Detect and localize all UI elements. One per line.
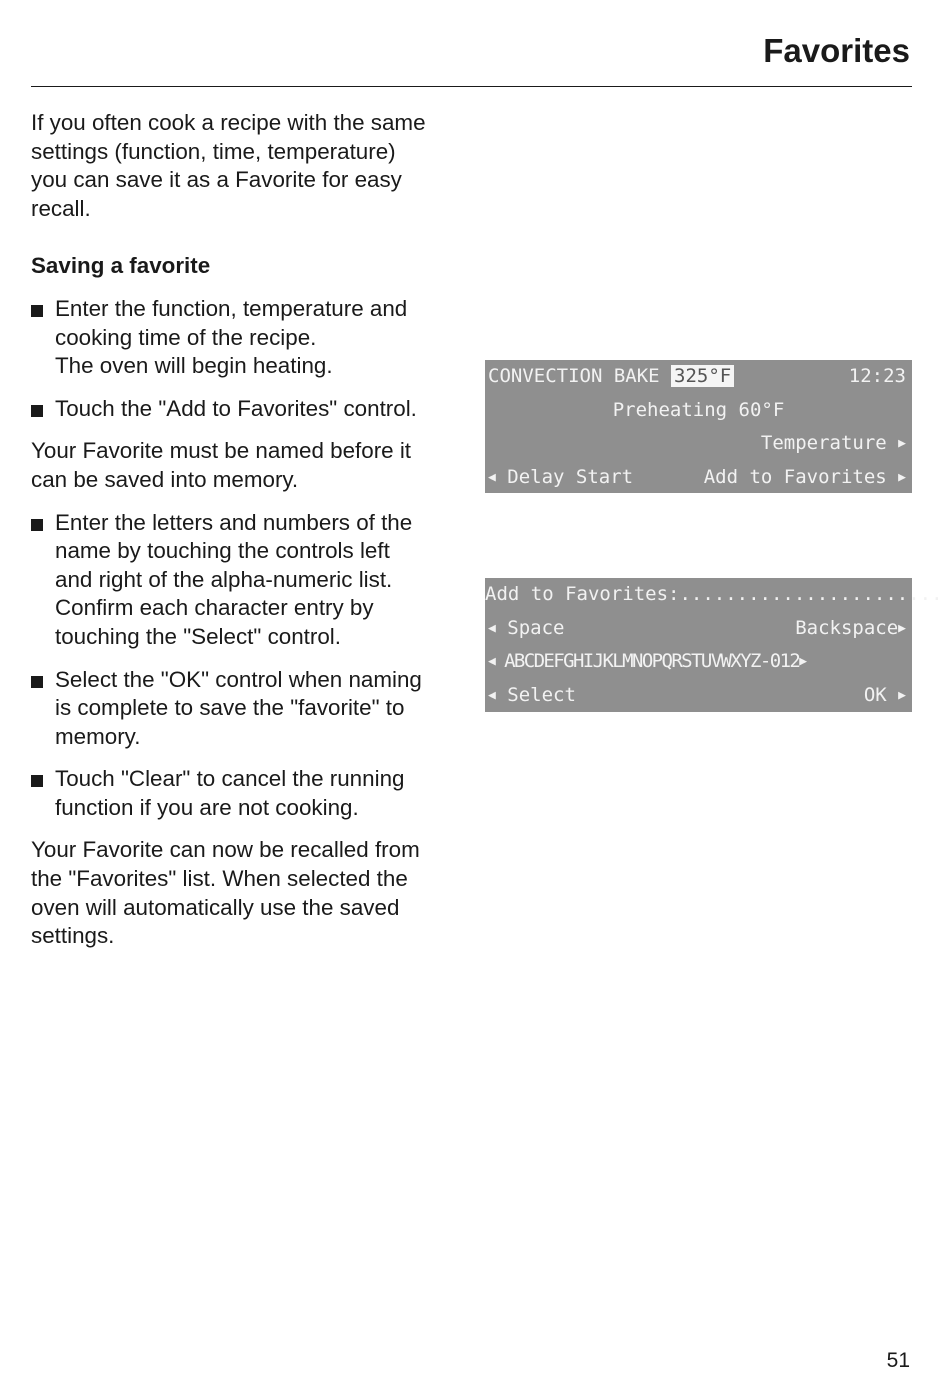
bullet-item — [31, 509, 471, 652]
text-line: Enter the function, temperature and — [55, 295, 408, 321]
text-line: Confirm each character entry by — [55, 595, 374, 621]
display-row — [485, 427, 912, 461]
section-heading: Saving a favorite — [31, 253, 211, 279]
ok-control[interactable]: OK ▶ — [863, 683, 906, 706]
bullet-item — [31, 666, 471, 752]
right-arrow-icon: ▶ — [898, 620, 906, 636]
display-row — [485, 679, 912, 713]
bullet-item — [31, 765, 471, 822]
text-line: function if you are not cooking. — [55, 794, 359, 820]
right-arrow-icon: ▶ — [799, 654, 806, 669]
bullet-square-icon — [31, 775, 43, 787]
temperature-control[interactable]: Temperature ▶ — [760, 432, 906, 454]
bullet-item — [31, 295, 471, 381]
display-row — [485, 360, 912, 394]
display-row — [485, 645, 912, 679]
bullet-item — [31, 395, 471, 424]
display-title: Add to Favorites:....................... — [485, 583, 943, 605]
alphanumeric-list-control[interactable]: ◀ ABCDEFGHIJKLMNOPQRSTUVWXYZ-012▶ — [488, 650, 806, 672]
display-row — [485, 394, 912, 428]
right-arrow-icon: ▶ — [898, 687, 906, 703]
display-row — [485, 612, 912, 646]
page-title: Favorites — [763, 32, 910, 69]
text-line: Select the "OK" control when naming — [55, 666, 422, 692]
text-line: Enter the letters and numbers of the — [55, 509, 413, 535]
text-line: Your Favorite must be named before it — [31, 438, 412, 464]
right-arrow-icon: ▶ — [898, 469, 906, 485]
backspace-control[interactable]: Backspace▶ — [795, 616, 906, 639]
text-line: cooking time of the recipe. — [55, 324, 317, 350]
left-arrow-icon: ◀ — [488, 469, 496, 485]
text-line: can be saved into memory. — [31, 466, 299, 492]
paragraph — [31, 836, 471, 950]
text-line: The oven will begin heating. — [55, 353, 333, 379]
left-arrow-icon: ◀ — [488, 620, 496, 636]
display-clock: 12:23 — [848, 365, 906, 387]
bullet-square-icon — [31, 305, 43, 317]
display-row — [485, 578, 943, 612]
bullet-square-icon — [31, 676, 43, 688]
left-arrow-icon: ◀ — [488, 654, 495, 669]
select-control[interactable]: ◀ Select — [488, 683, 576, 706]
title-divider — [31, 86, 912, 87]
text-line: oven will automatically use the saved — [31, 894, 400, 920]
add-to-favorites-control[interactable]: Add to Favorites ▶ — [703, 465, 906, 488]
paragraph — [31, 437, 471, 494]
oven-display-add-favorite — [485, 578, 943, 712]
delay-start-control[interactable]: ◀ Delay Start — [488, 465, 634, 488]
bullet-square-icon — [31, 519, 43, 531]
text-line: and right of the alpha-numeric list. — [55, 566, 393, 592]
text-line: name by touching the controls left — [55, 538, 390, 564]
display-mode: CONVECTION BAKE 325°F — [488, 360, 734, 394]
text-line: recall. — [31, 195, 91, 221]
text-column — [31, 109, 471, 965]
text-line: the "Favorites" list. When selected the — [31, 866, 408, 892]
space-control[interactable]: ◀ Space — [488, 616, 565, 639]
text-line: Touch "Clear" to cancel the running — [55, 766, 405, 792]
text-line: Your Favorite can now be recalled from — [31, 837, 420, 863]
text-line: is complete to save the "favorite" to — [55, 695, 405, 721]
text-line: settings (function, time, temperature) — [31, 138, 396, 164]
bullet-square-icon — [31, 405, 43, 417]
left-arrow-icon: ◀ — [488, 687, 496, 703]
display-temperature-highlight: 325°F — [671, 365, 734, 387]
text-line: memory. — [55, 723, 141, 749]
display-row — [485, 461, 912, 495]
text-line: If you often cook a recipe with the same — [31, 110, 426, 135]
intro-paragraph — [31, 109, 471, 223]
text-line: settings. — [31, 923, 115, 949]
text-line: you can save it as a Favorite for easy — [31, 167, 402, 193]
text-line: touching the "Select" control. — [55, 623, 341, 649]
right-arrow-icon: ▶ — [898, 436, 906, 451]
oven-display-preheating — [485, 360, 912, 493]
page-number: 51 — [886, 1349, 910, 1372]
text-line: Touch the "Add to Favorites" control. — [55, 395, 417, 421]
display-status: Preheating 60°F — [612, 398, 785, 421]
